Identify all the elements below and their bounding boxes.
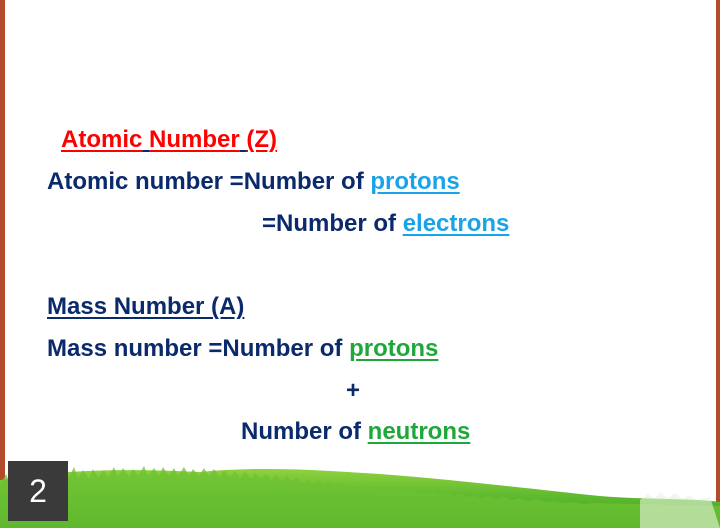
atomic-heading-word1: Atomic [61, 126, 143, 153]
page-number-badge: 2 [8, 461, 68, 521]
atomic-line-2-text: =Number of [262, 210, 397, 237]
grass-decoration [0, 440, 720, 528]
heading-space [142, 126, 149, 153]
protons-link-mass[interactable]: protons [349, 335, 439, 362]
mass-line-1-text: Mass number =Number of [47, 335, 343, 362]
atomic-heading-word2: Number [149, 126, 240, 153]
atomic-line-1-text: Atomic number =Number of [47, 168, 364, 195]
plus-sign: + [346, 377, 361, 404]
mass-line-2-text: Number of [241, 418, 361, 445]
protons-link[interactable]: protons [370, 168, 460, 195]
neutrons-link[interactable]: neutrons [367, 418, 471, 445]
mass-number-heading: Mass Number (A) [47, 293, 245, 320]
electrons-link[interactable]: electrons [402, 210, 510, 237]
mass-line-1 [47, 335, 438, 363]
atomic-heading-symbol: (Z) [246, 126, 278, 153]
atomic-line-2 [262, 210, 509, 238]
atomic-number-heading [61, 126, 277, 154]
atomic-line-1 [47, 168, 460, 196]
